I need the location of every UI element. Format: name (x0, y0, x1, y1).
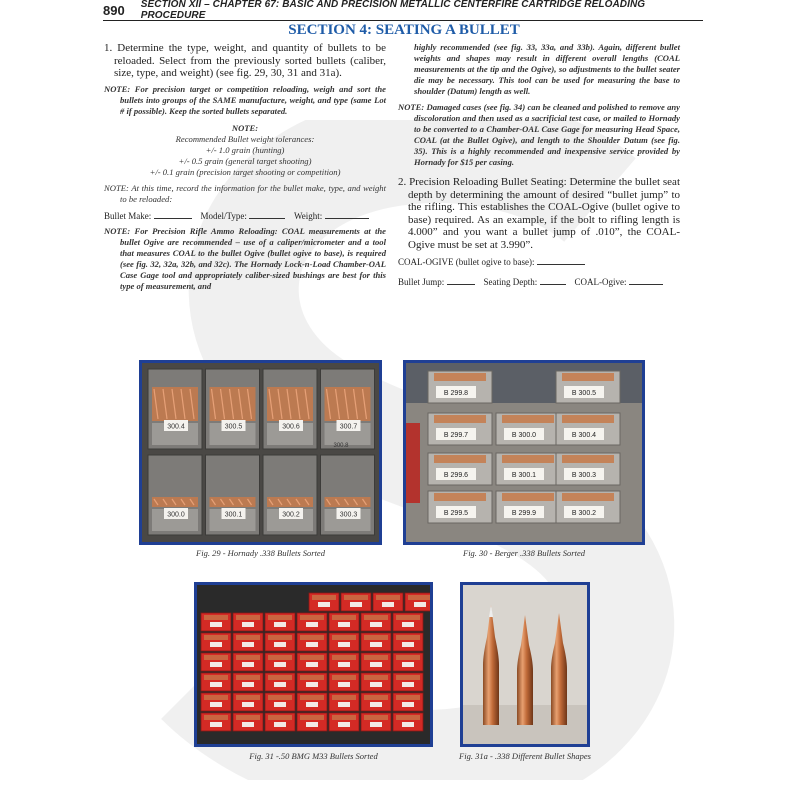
red-bullet-bin (201, 673, 231, 691)
bin-label: B 300.0 (511, 432, 537, 439)
bin-label: B 299.9 (511, 510, 537, 517)
bin-label: 300.1 (224, 511, 243, 519)
bullet-bin (496, 413, 560, 445)
red-bullet-bin (233, 673, 263, 691)
red-bullet-bin (361, 613, 391, 631)
red-bullet-bin (361, 673, 391, 691)
coal-ogive-short-label: COAL-Ogive: (574, 277, 627, 287)
red-bullet-bin (265, 613, 295, 631)
red-bullet-bin (201, 653, 231, 671)
seating-depth-field[interactable] (540, 275, 566, 285)
bullet-bin (263, 455, 317, 535)
bullet-make-label: Bullet Make: (104, 210, 152, 221)
model-type-label: Model/Type: (200, 210, 247, 221)
left-column (104, 42, 386, 296)
bullet-bin (556, 491, 620, 523)
red-bullet-bin (233, 613, 263, 631)
bullet-bin (556, 413, 620, 445)
bullet-bin (321, 369, 375, 449)
note-damaged-cases: NOTE: Damaged cases (see fig. 34) can be cleaned and polished to remove any discoloration and then used as a sacrificial test case, or mailed to Hornady to be converted to a Chamber-OAL Case Gage for measuring Head Space, COAL (at the Bullet Ogive), and length to the Shoulder Datum (see fig. 35). This is a highly recommended and inexpensive service provided by Hornady for $15 per casing. (398, 102, 680, 167)
fig30-caption: Fig. 30 - Berger .338 Bullets Sorted (463, 548, 585, 558)
red-bullet-bin (265, 673, 295, 691)
red-bullet-bin (233, 633, 263, 651)
red-bullet-bin (405, 593, 430, 611)
bin-label: B 299.7 (443, 432, 469, 439)
fig31a-photo (460, 582, 590, 747)
red-bullet-bin (373, 593, 403, 611)
red-bullet-bin (329, 653, 359, 671)
bullet-jump-label: Bullet Jump: (398, 277, 445, 287)
red-bullet-bin (265, 653, 295, 671)
coal-ogive-field[interactable] (537, 255, 585, 265)
bin-label: B 299.5 (443, 510, 469, 517)
note-tolerance-line: Recommended Bullet weight tolerances: (175, 133, 315, 144)
red-bullet-bin (265, 633, 295, 651)
note-record-info: NOTE: At this time, record the information for the bullet make, type, and weight to be reloaded: (104, 182, 386, 204)
red-bullet-bin (329, 713, 359, 731)
red-bullet-bin (297, 633, 327, 651)
note-tolerance-title: NOTE: (231, 122, 259, 133)
note-tolerance-line: +/- 0.5 grain (general target shooting) (178, 155, 312, 166)
red-bullet-bin (201, 613, 231, 631)
red-bullet-bin (361, 633, 391, 651)
red-bullet-bin (393, 693, 423, 711)
red-bullet-bin (201, 633, 231, 651)
fig31-photo (194, 582, 433, 747)
bin-label: B 300.4 (571, 432, 597, 439)
bullet-info-fields (104, 209, 386, 222)
fig31-red-bins-illustration (197, 585, 430, 744)
red-bullet-bin (233, 693, 263, 711)
red-bullet-bin (361, 693, 391, 711)
bullet-bin (556, 453, 620, 485)
red-bullet-bin (297, 693, 327, 711)
red-bullet-bin (233, 653, 263, 671)
red-bullet-bin (393, 713, 423, 731)
step-1: 1. Determine the type, weight, and quantity of bullets to be reloaded. Select from the previously sorted bullets (caliber, size, type, and weight) (see fig. 29, 30, 31 and 31a). (104, 42, 386, 79)
red-bullet-bin (297, 613, 327, 631)
bullet-bin (428, 413, 492, 445)
bin-label: B 299.6 (443, 472, 469, 479)
bullet-bin (321, 455, 375, 535)
red-bullet-bin (329, 633, 359, 651)
fig29-bins-illustration (142, 363, 379, 542)
bin-label: 300.8 (333, 443, 349, 449)
red-bullet-bin (297, 673, 327, 691)
bin-label: 300.6 (282, 423, 300, 431)
fig30-bins-illustration (406, 363, 642, 542)
right-column (398, 42, 680, 292)
red-bullet-bin (329, 673, 359, 691)
note-precision-rifle: NOTE: For Precision Rifle Ammo Reloading: COAL measurements at the bullet Ogive are recommended – use of a caliper/micrometer and a tool that measures COAL to the bullet Ogive (bullet ogive to base), is required (see fig. 32, 32a, 32b, and 32c). The Hornady Lock-n-Load Chamber-OAL Case Gage tool and appropriately caliber-sized bushings are best for this type of measurement, and (104, 225, 386, 291)
red-bullet-bin (393, 673, 423, 691)
red-bullet-bin (393, 633, 423, 651)
red-bullet-bin (329, 613, 359, 631)
bin-label: 300.7 (339, 423, 358, 431)
bullet-bin (428, 491, 492, 523)
fig31-caption: Fig. 31 -.50 BMG M33 Bullets Sorted (249, 751, 378, 761)
chapter-title: SECTION XII – CHAPTER 67: BASIC AND PRECISION METALLIC CENTERFIRE CARTRIDGE RELOADING PROCEDURE (140, 0, 646, 21)
note-precision-sorting: NOTE: For precision target or competition reloading, weigh and sort the bullets into groups of the SAME manufacture, weight, and type (same Lot # if possible). Keep the sorted bullets separated. (104, 83, 386, 116)
red-bullet-bin (309, 593, 339, 611)
bullet-bin (428, 371, 492, 403)
bullet-bin (496, 491, 560, 523)
note-tolerance-line: +/- 1.0 grain (hunting) (205, 144, 285, 155)
weight-field[interactable] (325, 209, 369, 219)
note-precision-rifle-continued: highly recommended (see fig. 33, 33a, and 33b). Again, different bullet weights and shapes may result in different overall lengths (COAL measurements at the tip and the Ogive), so adjustments to the bullet seater die may be necessary. This tool can be used for measuring the base to shoulder (Datum) length as well. (414, 42, 680, 96)
red-bullet-bin (201, 713, 231, 731)
bullet-bin (148, 369, 202, 449)
bin-label: 300.0 (167, 511, 185, 519)
red-bullet-bin (393, 653, 423, 671)
red-bullet-bin (297, 713, 327, 731)
bullet-bin (496, 453, 560, 485)
fig30-photo (403, 360, 645, 545)
seating-depth-label: Seating Depth: (483, 277, 538, 287)
bin-label: 300.2 (282, 511, 300, 519)
bin-label: B 300.5 (571, 390, 597, 397)
red-bullet-bin (265, 693, 295, 711)
coal-ogive-short-field[interactable] (629, 275, 663, 285)
fig31a-caption: Fig. 31a - .338 Different Bullet Shapes (459, 751, 591, 761)
fig31a-bullets-illustration (463, 585, 587, 744)
page-header (103, 0, 703, 21)
bullet-jump-field[interactable] (447, 275, 475, 285)
red-bullet-bin (361, 713, 391, 731)
model-type-field[interactable] (249, 209, 285, 219)
step-2: 2. Precision Reloading Bullet Seating: Determine the bullet seat depth by determining the amount of desired “bullet jump” to the rifling. This establishes the COAL-Ogive (bullet ogive to base) required. As an example, if the bolt to rifling length is 4.000” and you want a bullet jump of .010”, the COAL-Ogive must be set at 3.990”. (398, 176, 680, 251)
bin-label: B 299.8 (443, 390, 469, 397)
bin-label: B 300.3 (571, 472, 597, 479)
bin-label: 300.4 (167, 423, 185, 431)
note-tolerance-line: +/- 0.1 grain (precision target shooting or competition) (149, 166, 341, 177)
section-title: SECTION 4: SEATING A BULLET (288, 22, 520, 38)
bullet-make-field[interactable] (154, 209, 192, 219)
weight-label: Weight: (293, 210, 323, 221)
seating-fields-row (398, 275, 680, 288)
bin-label: B 300.1 (511, 472, 537, 479)
red-bullet-bin (265, 713, 295, 731)
page-number: 890 (103, 2, 125, 18)
red-bullet-bin (341, 593, 371, 611)
red-bullet-bin (233, 713, 263, 731)
coal-ogive-field-row (398, 255, 680, 268)
bullet-bin (148, 455, 202, 535)
red-bullet-bin (361, 653, 391, 671)
bullet-bin (556, 371, 620, 403)
fig29-caption: Fig. 29 - Hornady .338 Bullets Sorted (196, 548, 325, 558)
red-bullet-bin (297, 653, 327, 671)
red-bullet-bin (329, 693, 359, 711)
coal-ogive-label: COAL-OGIVE (bullet ogive to base): (398, 257, 535, 267)
bin-label: 300.3 (339, 511, 358, 519)
bullet-bin (206, 455, 260, 535)
red-bullet-bin (393, 613, 423, 631)
bullet-bin (428, 453, 492, 485)
bin-label: 300.5 (224, 423, 243, 431)
bullet-bin (263, 369, 317, 449)
bullet-bin (206, 369, 260, 449)
red-bullet-bin (201, 693, 231, 711)
fig29-photo (139, 360, 382, 545)
bin-label: B 300.2 (571, 510, 597, 517)
